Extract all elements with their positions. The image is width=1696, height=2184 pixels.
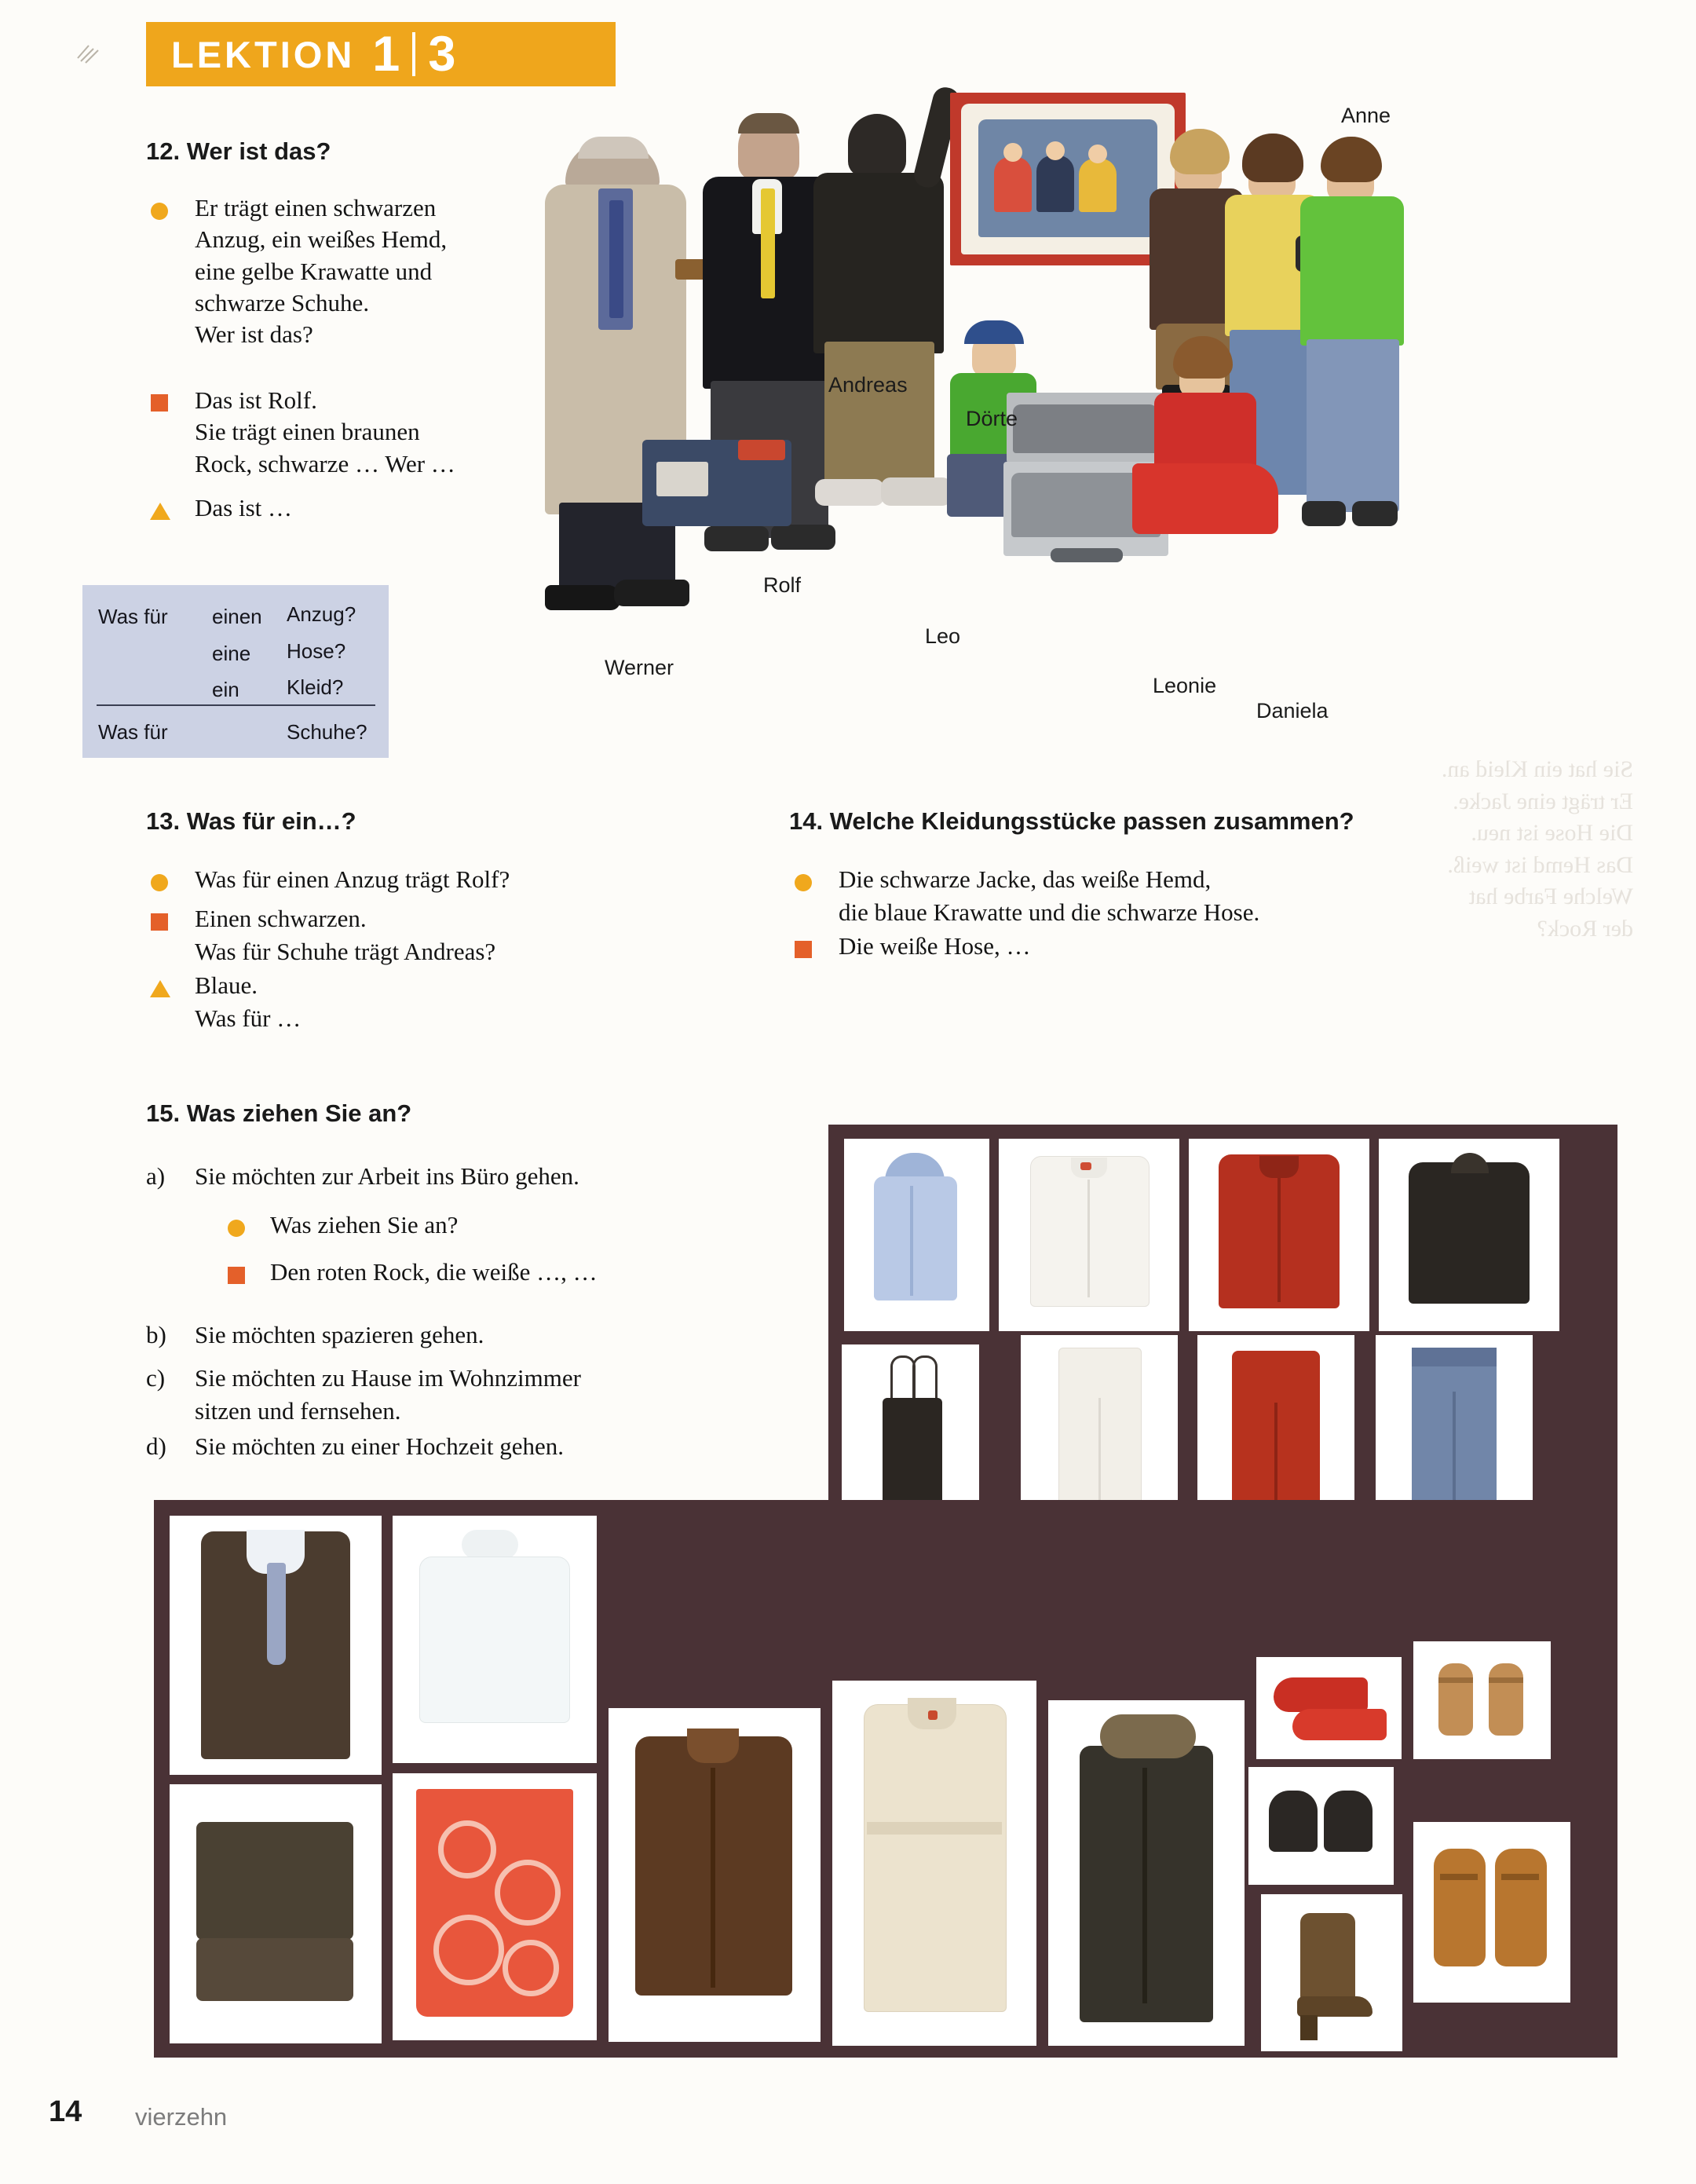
label-leonie: Leonie: [1153, 674, 1217, 697]
label-anne: Anne: [1341, 104, 1391, 127]
exercise-12-heading: 12. Wer ist das?: [146, 137, 331, 165]
clothing-tile-blue-knit-vest: [844, 1139, 989, 1331]
line: schwarze Schuhe.: [195, 288, 370, 316]
ghost-line: Er trägt eine Jacke.: [1453, 788, 1633, 814]
grammar-divider: [97, 704, 375, 706]
grammar-box: [82, 585, 389, 758]
bullet-triangle-icon: [150, 980, 170, 997]
exercise-14-line-2: die blaue Krawatte und die schwarze Hose.: [839, 898, 1260, 926]
exercise-14-line-1: Die schwarze Jacke, das weiße Hemd,: [839, 865, 1212, 893]
exercise-15-d-label: d): [146, 1432, 166, 1460]
clothing-tile-white-turtleneck: [393, 1516, 597, 1763]
exercise-15-b-label: b): [146, 1321, 166, 1348]
grammar-article-eine: eine: [212, 642, 251, 665]
people-photo: [542, 71, 1625, 777]
clothing-tile-brown-leather-coat: [609, 1708, 821, 2042]
grammar-was-fuer-1: Was für: [98, 605, 168, 628]
clothing-tile-red-jacket: [1189, 1139, 1369, 1331]
exercise-12-speech-3: [195, 492, 564, 524]
bullet-square-icon: [151, 394, 168, 412]
label-rolf: Rolf: [763, 573, 802, 597]
bullet-circle-icon: [151, 874, 168, 891]
grammar-noun-hose: Hose?: [287, 639, 346, 663]
exercise-13-line-3: Was für Schuhe trägt Andreas?: [195, 938, 496, 965]
lektion-label: LEKTION: [171, 33, 356, 75]
exercise-14-heading: 14. Welche Kleidungsstücke passen zusammen?: [789, 807, 1354, 835]
label-daniela: Daniela: [1256, 699, 1329, 723]
ghost-line: Das Hemd ist weiß.: [1447, 851, 1633, 878]
page-number-word: vierzehn: [135, 2103, 228, 2131]
bullet-circle-icon: [151, 203, 168, 220]
clothing-tile-black-sweater: [1379, 1139, 1559, 1331]
clothing-tile-red-patterned-skirt: [393, 1773, 597, 2040]
exercise-12-speech-1: [195, 192, 564, 350]
exercise-13-line-1: Was für einen Anzug trägt Rolf?: [195, 865, 510, 893]
exercise-15-a-label: a): [146, 1162, 166, 1190]
bullet-square-icon: [228, 1267, 245, 1284]
exercise-13-line-2: Einen schwarzen.: [195, 905, 367, 932]
exercise-13-line-4: Blaue.: [195, 971, 258, 999]
grammar-noun-anzug: Anzug?: [287, 602, 356, 626]
bullet-circle-icon: [795, 874, 812, 891]
clothing-tile-dark-coat-fur-collar: [1048, 1700, 1245, 2046]
exercise-15-q2: Den roten Rock, die weiße …, …: [270, 1258, 598, 1286]
doodle-mark: [75, 38, 114, 69]
bullet-triangle-icon: [150, 503, 170, 520]
ghost-line: Sie hat ein Kleid an.: [1441, 756, 1633, 782]
ghost-line: Welche Farbe hat: [1468, 883, 1633, 909]
exercise-15-d-text: Sie möchten zu einer Hochzeit gehen.: [195, 1432, 564, 1460]
clothing-tile-white-blouse: [999, 1139, 1179, 1331]
ghost-line: der Rock?: [1537, 915, 1633, 942]
exercise-15-heading: 15. Was ziehen Sie an?: [146, 1099, 412, 1127]
line: Wer ist das?: [195, 320, 313, 349]
bullet-square-icon: [795, 941, 812, 958]
lektion-number-right: 3: [428, 26, 456, 82]
label-andreas: Andreas: [828, 373, 908, 397]
grammar-article-ein: ein: [212, 678, 239, 701]
clothing-tile-brown-suit-jacket: [170, 1516, 382, 1775]
grammar-noun-schuhe: Schuhe?: [287, 720, 367, 744]
grammar-article-einen: einen: [212, 605, 262, 628]
clothing-tile-brown-trousers: [170, 1784, 382, 2043]
label-werner: Werner: [605, 656, 674, 679]
clothing-tile-cream-trench-coat: [832, 1681, 1036, 2046]
exercise-15-q1: Was ziehen Sie an?: [270, 1211, 459, 1238]
bullet-square-icon: [151, 913, 168, 931]
line: eine gelbe Krawatte und: [195, 257, 433, 285]
clothing-tile-black-pumps: [1248, 1767, 1394, 1885]
line: Das ist …: [195, 494, 292, 521]
page-number: 14: [49, 2095, 82, 2128]
label-leo: Leo: [925, 624, 961, 648]
bullet-circle-icon: [228, 1220, 245, 1237]
line: Sie trägt einen braunen: [195, 418, 420, 446]
exercise-15-c-label: c): [146, 1364, 166, 1392]
line: Das ist Rolf.: [195, 386, 317, 414]
exercise-13-heading: 13. Was für ein…?: [146, 807, 356, 835]
exercise-13-line-5: Was für …: [195, 1004, 302, 1032]
exercise-15-c-text-1: Sie möchten zu Hause im Wohnzimmer: [195, 1364, 581, 1392]
ghost-line: Die Hose ist neu.: [1471, 820, 1633, 846]
grammar-noun-kleid: Kleid?: [287, 675, 344, 699]
bleedthrough-text: [1225, 754, 1633, 945]
exercise-15-a-text: Sie möchten zur Arbeit ins Büro gehen.: [195, 1162, 579, 1190]
line: Anzug, ein weißes Hemd,: [195, 225, 448, 254]
line: Er trägt einen schwarzen: [195, 194, 437, 221]
label-doerte: Dörte: [966, 407, 1018, 430]
clothing-tile-red-shoes: [1256, 1657, 1402, 1759]
clothing-tile-brown-sandals: [1413, 1641, 1551, 1759]
line: Rock, schwarze … Wer …: [195, 449, 455, 477]
exercise-12-speech-2: [195, 385, 564, 480]
exercise-15-c-text-2: sitzen und fernsehen.: [195, 1397, 401, 1425]
lektion-divider: [412, 32, 415, 76]
clothing-tile-brown-boot: [1261, 1894, 1402, 2051]
grammar-was-fuer-2: Was für: [98, 720, 168, 744]
clothing-tile-tan-leather-shoes: [1413, 1822, 1570, 2003]
exercise-15-b-text: Sie möchten spazieren gehen.: [195, 1321, 484, 1348]
exercise-14-line-3: Die weiße Hose, …: [839, 932, 1031, 960]
lektion-number-left: 1: [372, 26, 400, 82]
